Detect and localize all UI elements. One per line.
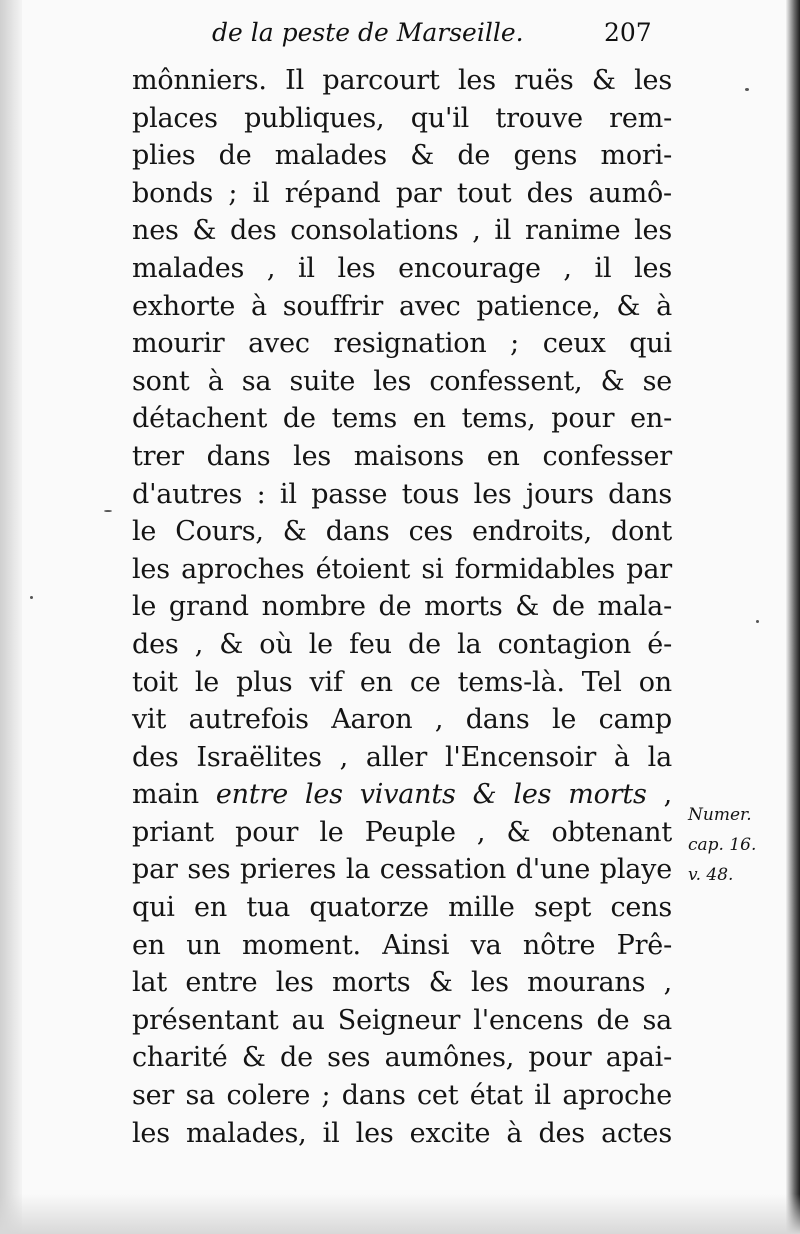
paper-speck — [756, 620, 759, 623]
scan-edge — [786, 0, 800, 1234]
text-line: places publiques, qu'il trouve rem- — [132, 102, 672, 134]
page-number: 207 — [604, 18, 652, 47]
text-line: en un moment. Ainsi va nôtre Prê- — [132, 929, 672, 961]
text-line: malades , il les encourage , il les — [132, 252, 672, 284]
page-body-text — [132, 62, 672, 1152]
paper-speck — [104, 510, 112, 512]
citation-line: v. 48. — [688, 865, 734, 885]
text-line: bonds ; il répand par tout des aumô- — [132, 177, 672, 209]
text-line: vit autrefois Aaron , dans le camp — [132, 704, 672, 736]
text-line: détachent de tems en tems, pour en- — [132, 403, 672, 435]
text-line-with-italic — [132, 776, 672, 814]
text-line: ser sa colere ; dans cet état il aproche — [132, 1080, 672, 1112]
text-line: le grand nombre de morts & de mala- — [132, 591, 672, 623]
text-segment: , — [646, 779, 672, 811]
text-line: plies de malades & de gens mori- — [132, 140, 672, 172]
text-line: charité & de ses aumônes, pour apai- — [132, 1042, 672, 1074]
text-line: présentant au Seigneur l'encens de sa — [132, 1004, 672, 1036]
text-line: des Israëlites , aller l'Encensoir à la — [132, 741, 672, 773]
text-segment: main — [132, 779, 216, 811]
margin-citation — [688, 800, 788, 890]
text-line: exhorte à souffrir avec patience, & à — [132, 290, 672, 322]
text-line: nes & des consolations , il ranime les — [132, 215, 672, 247]
text-line: le Cours, & dans ces endroits, dont — [132, 516, 672, 548]
text-line: les malades, il les excite à des actes — [132, 1117, 672, 1149]
text-line: les aproches étoient si formidables par — [132, 553, 672, 585]
text-line: trer dans les maisons en confesser — [132, 440, 672, 472]
paper-speck — [745, 88, 749, 91]
text-line: mourir avec resignation ; ceux qui — [132, 328, 672, 360]
text-line: d'autres : il passe tous les jours dans — [132, 478, 672, 510]
text-line: sont à sa suite les confessent, & se — [132, 365, 672, 397]
paper-speck — [30, 596, 33, 599]
text-line: qui en tua quatorze mille sept cens — [132, 892, 672, 924]
citation-line: Numer. — [688, 805, 752, 825]
running-title: de la peste de Marseille. — [212, 18, 524, 47]
text-line: mônniers. Il parcourt les ruës & les — [132, 65, 672, 96]
text-line: lat entre les morts & les mourans , — [132, 967, 672, 999]
page-shadow — [0, 1194, 800, 1234]
page-gutter — [0, 0, 22, 1234]
citation-line: cap. 16. — [688, 835, 757, 855]
italic-phrase: entre les vivants & les morts — [215, 779, 647, 811]
text-line: priant pour le Peuple , & obtenant — [132, 816, 672, 848]
text-line: toit le plus vif en ce tems-là. Tel on — [132, 666, 672, 698]
text-line: par ses prieres la cessation d'une playe — [132, 854, 672, 886]
text-line: des , & où le feu de la contagion é- — [132, 628, 672, 660]
